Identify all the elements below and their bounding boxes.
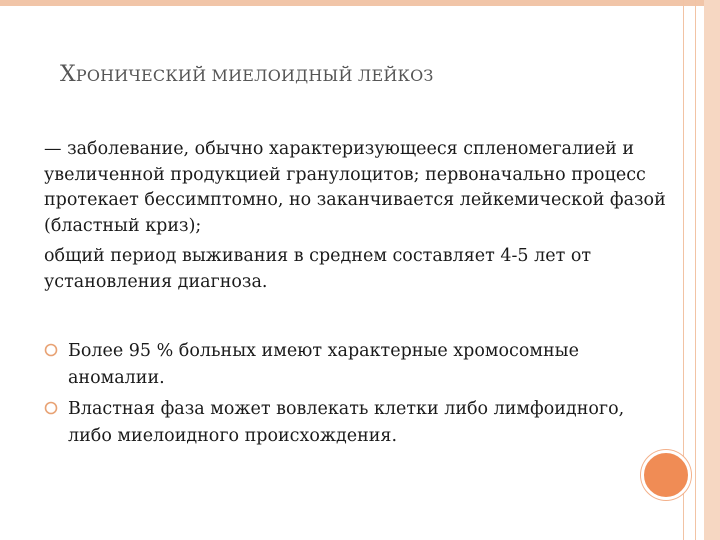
decorative-line — [695, 0, 696, 540]
title-rest: РОНИЧЕСКИЙ МИЕЛОИДНЫЙ ЛЕЙКОЗ — [75, 66, 434, 85]
top-border — [0, 0, 720, 6]
circle-bullet-icon — [44, 401, 58, 415]
paragraph-part-1: — заболевание, обычно характеризующееся спленомегалией и увеличенной продукцией гранулоцитов; первоначально процесс протекает бессимптомно, но заканчивается лейкемической фазой (бластный криз); — [44, 139, 666, 236]
list-item — [44, 338, 664, 392]
circle-bullet-icon — [44, 343, 58, 357]
orange-circle-icon — [641, 450, 691, 500]
bullet-list — [44, 338, 664, 454]
bullet-text: Более 95 % больных имеют характерные хромосомные аномалии. — [68, 341, 579, 388]
title-first-letter: Х — [60, 62, 76, 87]
list-item — [44, 396, 664, 450]
paragraph-part-2: общий период выживания в среднем составляет 4-5 лет от установления диагноза. — [44, 246, 592, 292]
definition-paragraph — [44, 137, 684, 295]
bullet-text: Властная фаза может вовлекать клетки либо лимфоидного, либо миелоидного происхождения. — [68, 399, 625, 446]
right-border — [704, 0, 720, 540]
slide-title — [60, 62, 434, 87]
